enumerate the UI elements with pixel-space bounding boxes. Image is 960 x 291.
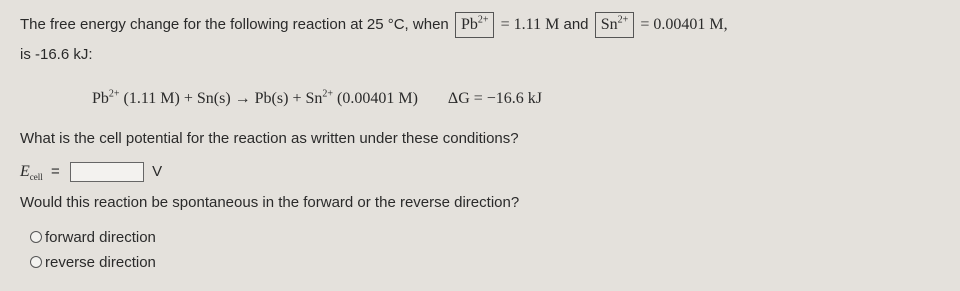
sn-ion-label: Sn bbox=[600, 16, 618, 33]
reactant-pb-conc: (1.11 M) bbox=[123, 90, 180, 107]
product-sn-conc: (0.00401 M) bbox=[337, 90, 418, 107]
reaction-equation bbox=[92, 90, 542, 108]
question-spontaneity: Would this reaction be spontaneous in the forward or the reverse direction? bbox=[20, 194, 520, 211]
product-pb-solid: Pb(s) bbox=[254, 90, 289, 107]
plus-sign: + bbox=[183, 90, 193, 107]
sn-charge: 2+ bbox=[617, 14, 629, 26]
reactant-sn-solid: Sn(s) bbox=[196, 90, 231, 107]
product-sn-ion: $Sn^{2+}$ bbox=[305, 88, 334, 107]
plus-sign: + bbox=[292, 90, 302, 107]
problem-intro-line bbox=[20, 12, 728, 38]
sn-concentration: = 0.00401 M, bbox=[640, 15, 728, 33]
option-forward[interactable] bbox=[30, 229, 156, 246]
ecell-input[interactable] bbox=[70, 162, 144, 182]
radio-reverse[interactable] bbox=[30, 256, 42, 268]
pb-charge: 2+ bbox=[477, 14, 489, 26]
ecell-symbol: $E_{cell}$ bbox=[20, 162, 43, 183]
reactant-pb-ion: $Pb^{2+}$ bbox=[92, 88, 120, 107]
pb-concentration-bracket bbox=[455, 12, 495, 38]
intro-text: The free energy change for the following reaction at 25 °C, when bbox=[20, 15, 449, 33]
option-reverse-label: reverse direction bbox=[45, 254, 156, 271]
problem-intro-line-2: is -16.6 kJ: bbox=[20, 46, 93, 63]
pb-ion-label: Pb bbox=[460, 16, 478, 33]
ecell-row bbox=[20, 162, 162, 182]
delta-g-value: ΔG = −16.6 kJ bbox=[447, 90, 543, 107]
ecell-unit: V bbox=[152, 162, 163, 180]
sn-concentration-bracket bbox=[595, 12, 635, 38]
question-cell-potential: What is the cell potential for the reaction as written under these conditions? bbox=[20, 130, 519, 147]
option-forward-label: forward direction bbox=[45, 229, 156, 246]
pb-concentration: = 1.11 M bbox=[500, 15, 560, 33]
and-text: and bbox=[563, 15, 589, 33]
option-reverse[interactable] bbox=[30, 254, 156, 271]
radio-forward[interactable] bbox=[30, 231, 42, 243]
ecell-equals: = bbox=[50, 162, 60, 180]
arrow-icon: → bbox=[234, 90, 251, 107]
